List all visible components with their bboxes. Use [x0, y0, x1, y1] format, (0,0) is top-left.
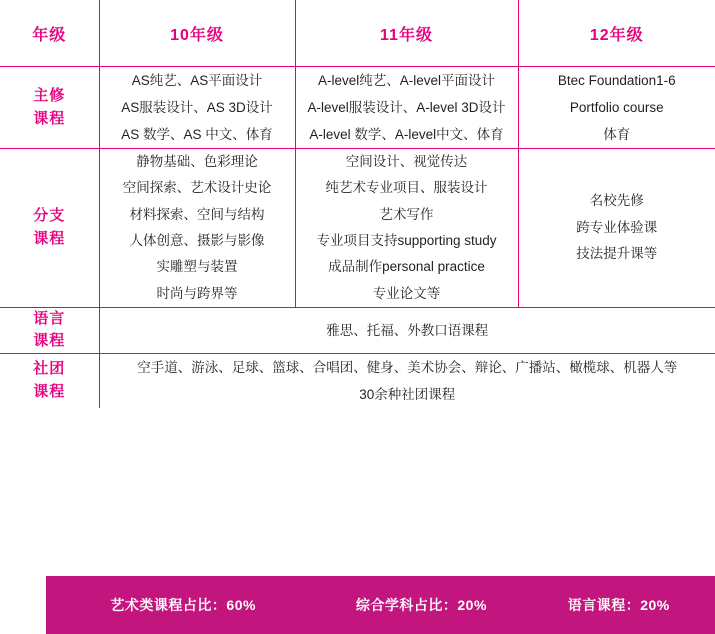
cell-major-grade11: A-level纯艺、A-level平面设计 A-level服装设计、A-level 3D设计 A-level 数学、A-level中文、体育 [295, 67, 518, 149]
row-label-major-line2: 课程 [33, 109, 66, 127]
cell-branch-grade12: 名校先修 跨专业体验课 技法提升课等 [518, 149, 715, 307]
header-cell-grade-12: 12年级 [518, 0, 715, 66]
row-label-major [0, 67, 99, 149]
summary-footer-bar [46, 576, 715, 634]
table-row [0, 67, 715, 149]
table-header-row [0, 0, 715, 66]
row-label-language [0, 307, 99, 353]
row-label-club [0, 353, 99, 408]
row-label-language-line1: 语言 [33, 309, 66, 327]
table-row [0, 149, 715, 307]
row-label-major-line1: 主修 [33, 87, 66, 104]
row-label-branch-line2: 课程 [33, 229, 66, 247]
cell-club-all-grades: 空手道、游泳、足球、篮球、合唱团、健身、美术协会、辩论、广播站、橄榄球、机器人等 30余种社团课程 [99, 353, 715, 408]
footer-language-percentage: 语言课程：20% [567, 597, 670, 613]
cell-major-grade12: Btec Foundation1-6 Portfolio course 体育 [518, 67, 715, 149]
header-cell-grade-label: 年级 [32, 26, 67, 44]
cell-branch-grade11: 空间设计、视觉传达 纯艺术专业项目、服装设计 艺术写作 专业项目支持supporting study 成品制作personal practice 专业论文等 [295, 149, 518, 307]
row-label-language-line2: 课程 [33, 332, 66, 350]
cell-language-all-grades: 雅思、托福、外教口语课程 [99, 307, 715, 353]
footer-art-percentage: 艺术类课程占比：60% [110, 597, 256, 613]
row-label-club-line1: 社团 [33, 360, 66, 378]
header-cell-grade-10: 10年级 [99, 0, 295, 66]
row-label-branch-line1: 分支 [33, 207, 66, 225]
table-row [0, 307, 715, 353]
row-label-branch [0, 149, 99, 307]
footer-comprehensive-percentage: 综合学科占比：20% [355, 597, 487, 613]
cell-branch-grade10: 静物基础、色彩理论 空间探索、艺术设计史论 材料探索、空间与结构 人体创意、摄影与影像 实雕塑与装置 时尚与跨界等 [99, 149, 295, 307]
row-label-club-line2: 课程 [33, 382, 66, 400]
bottom-spacer [0, 408, 715, 416]
cell-major-grade10: AS纯艺、AS平面设计 AS服装设计、AS 3D设计 AS 数学、AS 中文、体育 [99, 67, 295, 149]
header-cell-grade-11: 11年级 [295, 0, 518, 66]
table-row [0, 353, 715, 408]
